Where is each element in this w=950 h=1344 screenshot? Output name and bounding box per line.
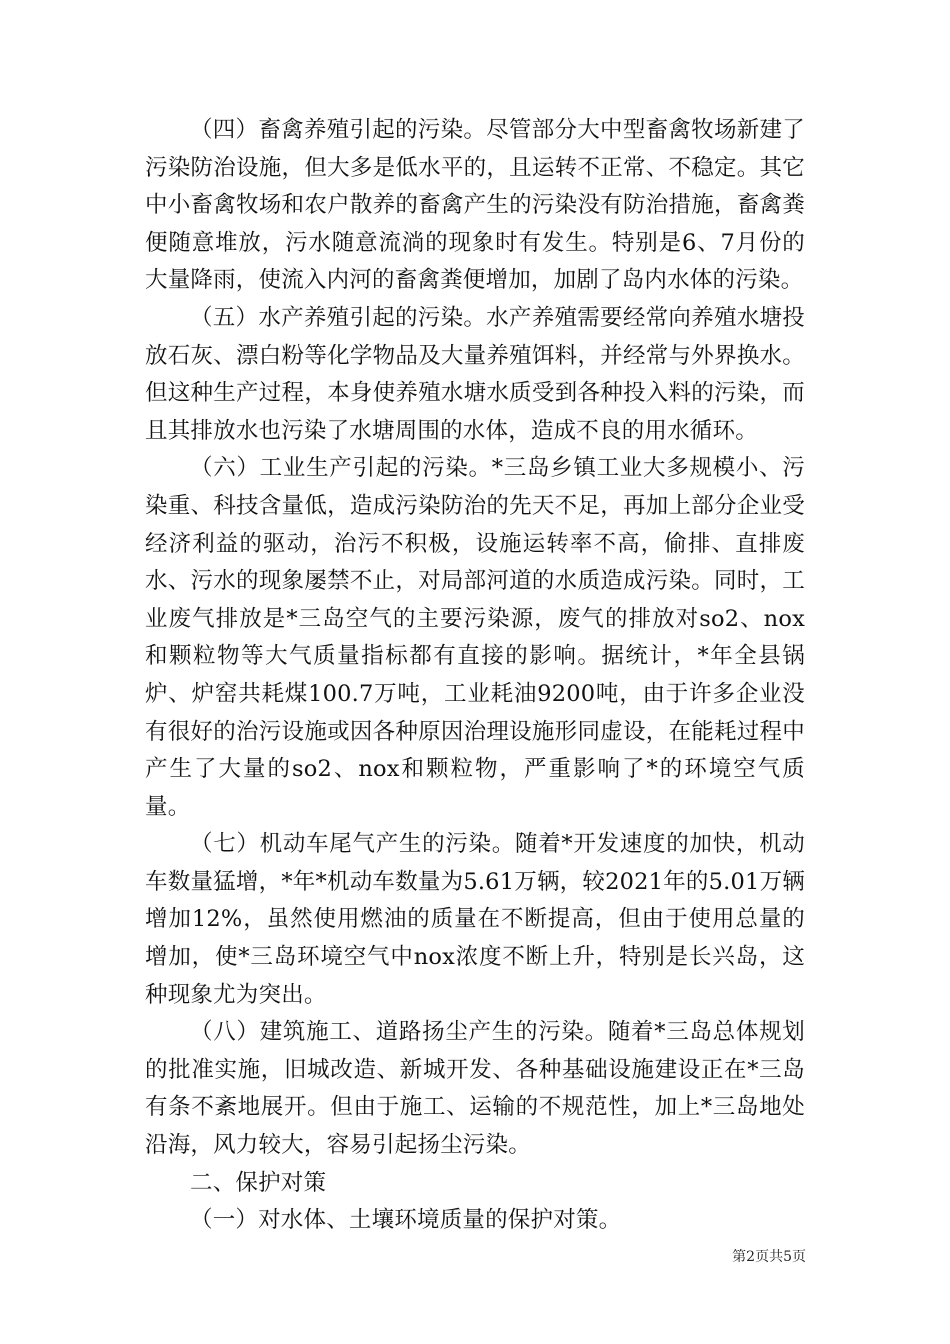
paragraph-construction-dust-pollution: （八）建筑施工、道路扬尘产生的污染。随着*三岛总体规划的批准实施，旧城改造、新城开发、各种基础设施建设正在*三岛有条不紊地展开。但由于施工、运输的不规范性，加上*三岛地处沿海，风力较大，容易引起扬尘污染。 [145, 1019, 805, 1159]
paragraph-livestock-pollution: （四）畜禽养殖引起的污染。尽管部分大中型畜禽牧场新建了污染防治设施，但大多是低水平的，且运转不正常、不稳定。其它中小畜禽牧场和农户散养的畜禽产生的污染没有防治措施，畜禽粪便随意堆放，污水随意流淌的现象时有发生。特别是6、7月份的大量降雨，使流入内河的畜禽粪便增加，加剧了岛内水体的污染。 [145, 117, 805, 294]
paragraph-vehicle-exhaust-pollution: （七）机动车尾气产生的污染。随着*开发速度的加快，机动车数量猛增，*年*机动车数量为5.61万辆，较2021年的5.01万辆增加12%，虽然使用燃油的质量在不断提高，但由于使用总量的增加，使*三岛环境空气中nox浓度不断上升，特别是长兴岛，这种现象尤为突出。 [145, 831, 805, 1008]
paragraph-aquaculture-pollution: （五）水产养殖引起的污染。水产养殖需要经常向养殖水塘投放石灰、漂白粉等化学物品及大量养殖饵料，并经常与外界换水。但这种生产过程，本身使养殖水塘水质受到各种投入料的污染，而且其排放水也污染了水塘周围的水体，造成不良的用水循环。 [145, 304, 805, 444]
paragraph-industrial-pollution: （六）工业生产引起的污染。*三岛乡镇工业大多规模小、污染重、科技含量低，造成污染防治的先天不足，再加上部分企业受经济利益的驱动，治污不积极，设施运转率不高，偷排、直排废水、污水的现象屡禁不止，对局部河道的水质造成污染。同时，工业废气排放是*三岛空气的主要污染源，废气的排放对so2、nox和颗粒物等大气质量指标都有直接的影响。据统计，*年全县锅炉、炉窑共耗煤100.7万吨，工业耗油9200吨，由于许多企业没有很好的治污设施或因各种原因治理设施形同虚设，在能耗过程中产生了大量的so2、nox和颗粒物，严重影响了*的环境空气质量。 [145, 455, 805, 820]
section-heading-protection-measures: 二、保护对策 [190, 1169, 327, 1196]
document-body [145, 112, 805, 1240]
subheading-water-soil-protection: （一）对水体、土壤环境质量的保护对策。 [190, 1207, 622, 1234]
page-number-footer: 第2页共5页 [732, 1249, 806, 1265]
